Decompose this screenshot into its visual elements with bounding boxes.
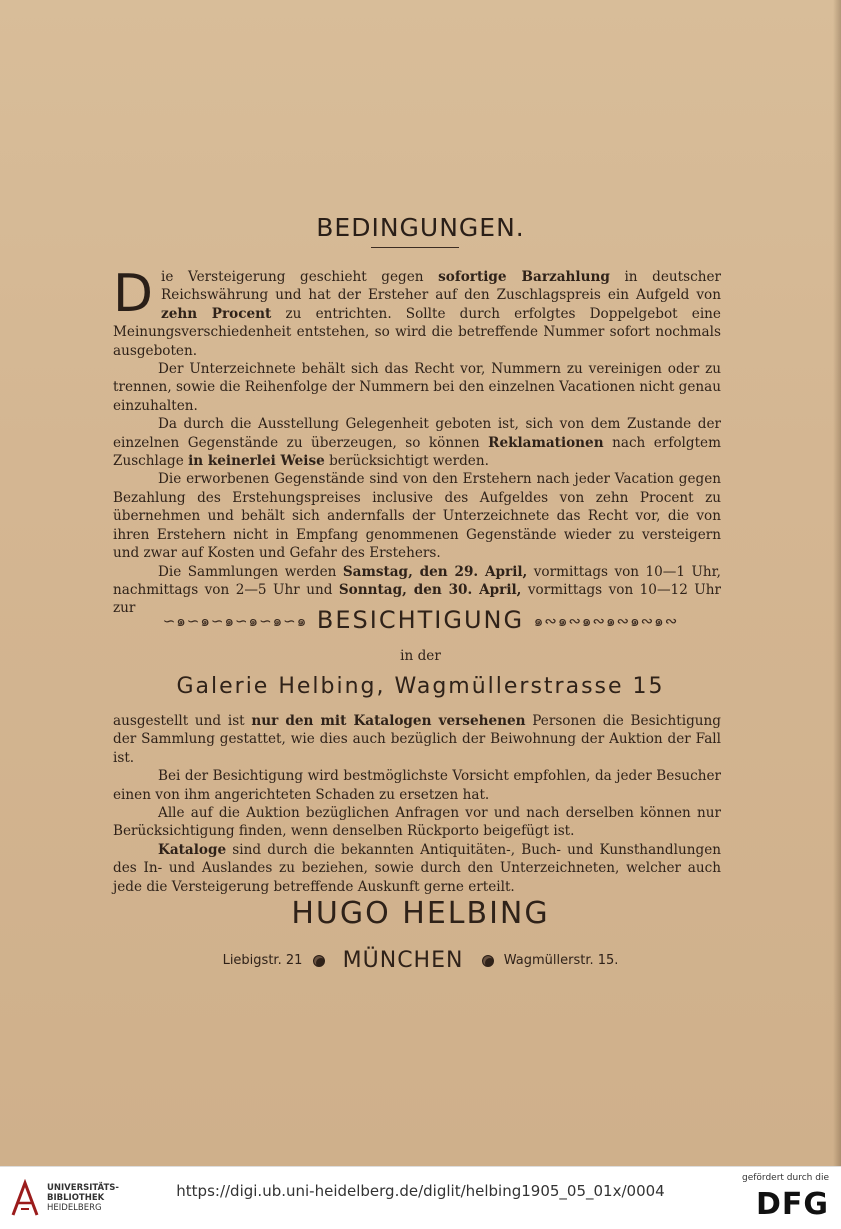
paragraph-6: ausgestellt und ist nur den mit Katalogen versehenen Personen die Besichtigung der Sammlung gestattet, wie dies auch bezüglich der Beiwohnung der Auktion der Fall ist. [113, 713, 721, 766]
drop-cap: D [113, 264, 154, 324]
besichtigung-word: BESICHTIGUNG [316, 606, 525, 634]
page-edge-shadow [833, 0, 841, 1166]
address-left: Liebigstr. 21 [222, 953, 303, 968]
signature-name: HUGO HELBING [291, 896, 550, 931]
title-underline [371, 247, 459, 248]
paragraph-9: Kataloge sind durch die bekannten Antiquitäten-, Buch- und Kunsthandlungen des In- und Auslandes zu beziehen, sowie durch den Unterzeichneten, welcher auch jede die Versteigerung betreffende Auskunft gerne erteilt. [113, 841, 721, 895]
bullet-icon [482, 955, 494, 967]
permalink-url[interactable]: https://digi.ub.uni-heidelberg.de/diglit/helbing1905_05_01x/0004 [176, 1182, 665, 1200]
bullet-icon [313, 955, 325, 967]
viewer-footer [0, 1166, 841, 1229]
address-right: Wagmüllerstr. 15. [503, 953, 619, 968]
paragraph-2: Der Unterzeichnete behält sich das Recht vor, Nummern zu vereinigen oder zu trennen, sowie die Reihenfolge der Nummern bei den einzelnen Vacationen nicht genau einzuhalten. [113, 361, 722, 414]
galerie-address: Galerie Helbing, Wagmüllerstrasse 15 [176, 674, 665, 699]
signature-address [0, 948, 841, 973]
dfg-logo[interactable]: DFG [755, 1187, 829, 1222]
ornament-left-icon: ∽๑∽๑∽๑∽๑∽๑∽๑ [162, 612, 308, 630]
paragraph-8: Alle auf die Auktion bezüglichen Anfragen vor und nach derselben können nur Berücksichtigung finden, wenn denselben Rückporto beigefügt ist. [113, 805, 721, 840]
in-der-line: in der [400, 648, 441, 664]
library-name: UNIVERSITÄTS- BIBLIOTHEK HEIDELBERG [47, 1183, 119, 1213]
besichtigung-heading [0, 606, 841, 634]
paragraph-5: Die Sammlungen werden Samstag, den 29. April, vormittags von 10—1 Uhr, nachmittags von 2—5 Uhr und Sonntag, den 30. April, vormittags von 10—12 Uhr zur [113, 563, 722, 617]
paragraph-4: Die erworbenen Gegenstände sind von den Erstehern nach jeder Vacation gegen Bezahlung des Erstehungspreises inclusive des Aufgeldes von zehn Procent zu übernehmen und behält sich andernfalls der Unterzeichnete das Recht vor, die von ihren Erstehern nicht in Empfang genommenen Gegenstände wieder zu versteigern und zwar auf Kosten und Gefahr des Erstehers. [113, 471, 721, 562]
address-city: MÜNCHEN [342, 948, 464, 973]
ornament-right-icon: ๑∾๑∾๑∾๑∾๑∾๑∾ [533, 612, 679, 630]
conditions-text-upper [113, 264, 722, 618]
paragraph-3: Da durch die Ausstellung Gelegenheit geboten ist, sich von dem Zustande der einzelnen Gegenstände zu überzeugen, so können Reklamationen nach erfolgtem Zuschlage in keinerlei Weise berücksichtigt werden. [113, 416, 721, 470]
conditions-text-lower [113, 712, 721, 896]
funding-caption: gefördert durch die [742, 1173, 829, 1183]
paragraph-7: Bei der Besichtigung wird bestmöglichste Vorsicht empfohlen, da jeder Besucher einen von ihm angerichteten Schaden zu ersetzen hat. [113, 768, 721, 803]
page-title: BEDINGUNGEN. [316, 212, 525, 242]
paragraph-1: Die Versteigerung geschieht gegen sofortige Barzahlung in deutscher Reichswährung und hat der Ersteher auf den Zuschlagspreis ein Aufgeld von zehn Procent zu entrichten. Sollte durch erfolgtes Doppelgebot eine Meinungsverschiedenheit entstehen, so wird die betreffende Nummer sofort nochmals ausgeboten. [113, 264, 721, 359]
